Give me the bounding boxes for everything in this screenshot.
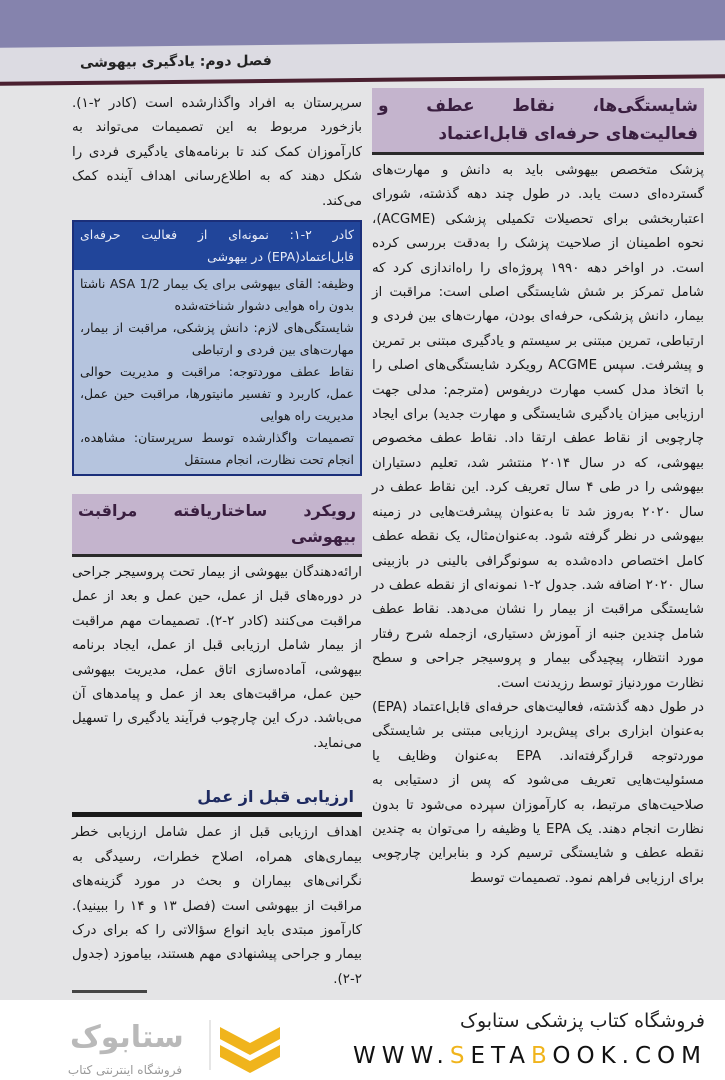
section-heading-competencies: شایستگی‌ها، نقاط عطف و فعالیت‌های حرفه‌ای قابل‌اعتماد [372,88,704,155]
paragraph: ارائه‌دهندگان بیهوشی از بیمار تحت پروسیجر جراحی در دوره‌های قبل از عمل، حین عمل و بعد از عمل مراقبت می‌کنند (کادر ۲-۲). تصمیمات مهم مراقبت از بیمار شامل ارزیابی قبل از عمل، ایجاد برنامه بیهوشی، آماده‌سازی اتاق عمل، مدیریت بیهوشی حین عمل، مراقبت‌های بعد از عمل و پیامدهای آن می‌باشد. درک این چارچوب فرآیند یادگیری را تسهیل می‌نماید. [72,565,362,751]
paragraph: سرپرستان به افراد واگذارشده است (کادر ۲-۱). بازخورد مربوط به این تصمیمات می‌تواند به کارآموزان کمک کند تا برنامه‌های یادگیری فردی را شکل دهند که به اطلاع‌رسانی اهداف آینده کمک می‌کند. [72,96,362,209]
paragraph: پزشک متخصص بیهوشی باید به دانش و مهارت‌های گسترده‌ای دست یابد. در طول چند دهه گذشته، شورای اعتباربخشی برای تحصیلات تکمیلی پزشکی (ACGME)، نحوه اطمینان از صلاحیت پزشک را به‌دقت بررسی کرده است. در اواخر دهه ۱۹۹۰ پروژه‌ای را راه‌اندازی کرد که شامل تمرکز بر شش شایستگی اصلی است: مراقبت از بیمار، دانش پزشکی، حرفه‌ای بودن، مهارت‌های بین فردی و ارتباطی، تمرین مبتنی بر سیستم و یادگیری مبتنی بر تمرین و پیشرفت. سپس ACGME رویکرد شایستگی‌های اصلی را با اتخاذ مدل کسب مهارت دریفوس (مترجم: مدلی جهت ارزیابی میزان یادگیری شایستگی و مهارت جدید) برای ایجاد چارچوبی از نقاط عطف ارتقا داد. نقاط عطف مخصوص بیهوشی، که در سال ۲۰۱۴ منتشر شد، تعلیم دستیاران بیهوشی را در طی ۴ سال تعریف کرد. این نقاط عطف در سال ۲۰۲۰ به‌روز شد تا به‌عنوان پیشرفت‌هایی در زمینه بیهوشی در نظر گرفته شود. به‌عنوان‌مثال، یک نقطه عطف کامل اختصاص داده‌شده به سونوگرافی بالینی در بازبینی سال ۲۰۲۰ اضافه شد. جدول ۲-۱ نمونه‌ای از نقطه عطف در شایستگی مراقبت از بیمار را نشان می‌دهد. نقاط عطف شامل چندین جنبه از آموزش دستیاری، ازجمله شرح رفتار مورد انتظار، پیچیدگی بیمار و پروسیجر جراحی و سطح نظارت موردنیاز توسط رزیدنت است. [372,163,705,691]
logo-wordmark: ستابوک [70,1020,184,1055]
epa-row: شایستگی‌های لازم: دانش پزشکی، مراقبت از بیمار، مهارت‌های بین فردی و ارتباطی [80,320,354,358]
chapter-title: فصل دوم: یادگیری بیهوشی [80,52,272,71]
logo-subtitle: فروشگاه اینترنتی کتاب [67,1063,183,1077]
store-name: فروشگاه کتاب پزشکی ستابوک [459,1010,705,1032]
setabook-logo [30,1015,280,1075]
subheading-preop: ارزیابی قبل از عمل [72,756,362,817]
epa-box-title: کادر ۲-۱: نمونه‌ای از فعالیت حرفه‌ای قابل‌اعتماد(EPA) در بیهوشی [74,222,360,270]
epa-row: نقاط عطف موردتوجه: مراقبت و مدیریت حوالی عمل، کاربرد و تفسیر مانیتورها، مراقبت حین عمل، مدیریت راه هوایی [80,364,354,424]
running-header [0,40,725,86]
store-url[interactable]: WWW.SETABOOK.COM [352,1043,707,1069]
footer-banner [0,1000,725,1080]
epa-box [72,220,362,476]
section-heading-structured-care: رویکرد ساختاریافته مراقبت بیهوشی [72,494,362,557]
right-column [372,88,704,891]
paragraph: در طول دهه گذشته، فعالیت‌های حرفه‌ای قابل‌اعتماد (EPA) به‌عنوان ابزاری برای پیش‌برد ارزیابی مبتنی بر شایستگی موردتوجه قرارگرفته‌اند. EPA به‌عنوان وظایف یا مسئولیت‌هایی تعریف می‌شود که پس از دستیابی به صلاحیت‌های مرتبط، به کارآموزان سپرده می‌شود تا بدون نظارت انجام دهند. یک EPA یا وظیفه را می‌توان به چندین نقطه عطف و شایستگی ترسیم کرد و بنابراین چارچوبی برای ارزیابی فراهم نمود. تصمیمات توسط [372,699,704,886]
epa-row: وظیفه: القای بیهوشی برای یک بیمار ASA 1/2 ناشتا بدون راه هوایی دشوار شناخته‌شده [80,276,355,314]
page-mark [72,990,147,993]
left-column [72,92,362,992]
paragraph: اهداف ارزیابی قبل از عمل شامل ارزیابی خطر بیماری‌های همراه، اصلاح خطرات، رسیدگی به نگرانی‌های بیماران و بحث در مورد گزینه‌های مراقبت از بیهوشی است (فصل ۱۳ و ۱۴ را ببینید). کارآموز مبتدی باید انواع سؤالاتی را که برای درک بیمار و جراحی پیشنهادی مهم هستند، بیاموزد (جدول ۲-۲). [72,825,362,987]
epa-row: تصمیمات واگذارشده توسط سرپرستان: مشاهده، انجام تحت نظارت، انجام مستقل [80,430,354,468]
